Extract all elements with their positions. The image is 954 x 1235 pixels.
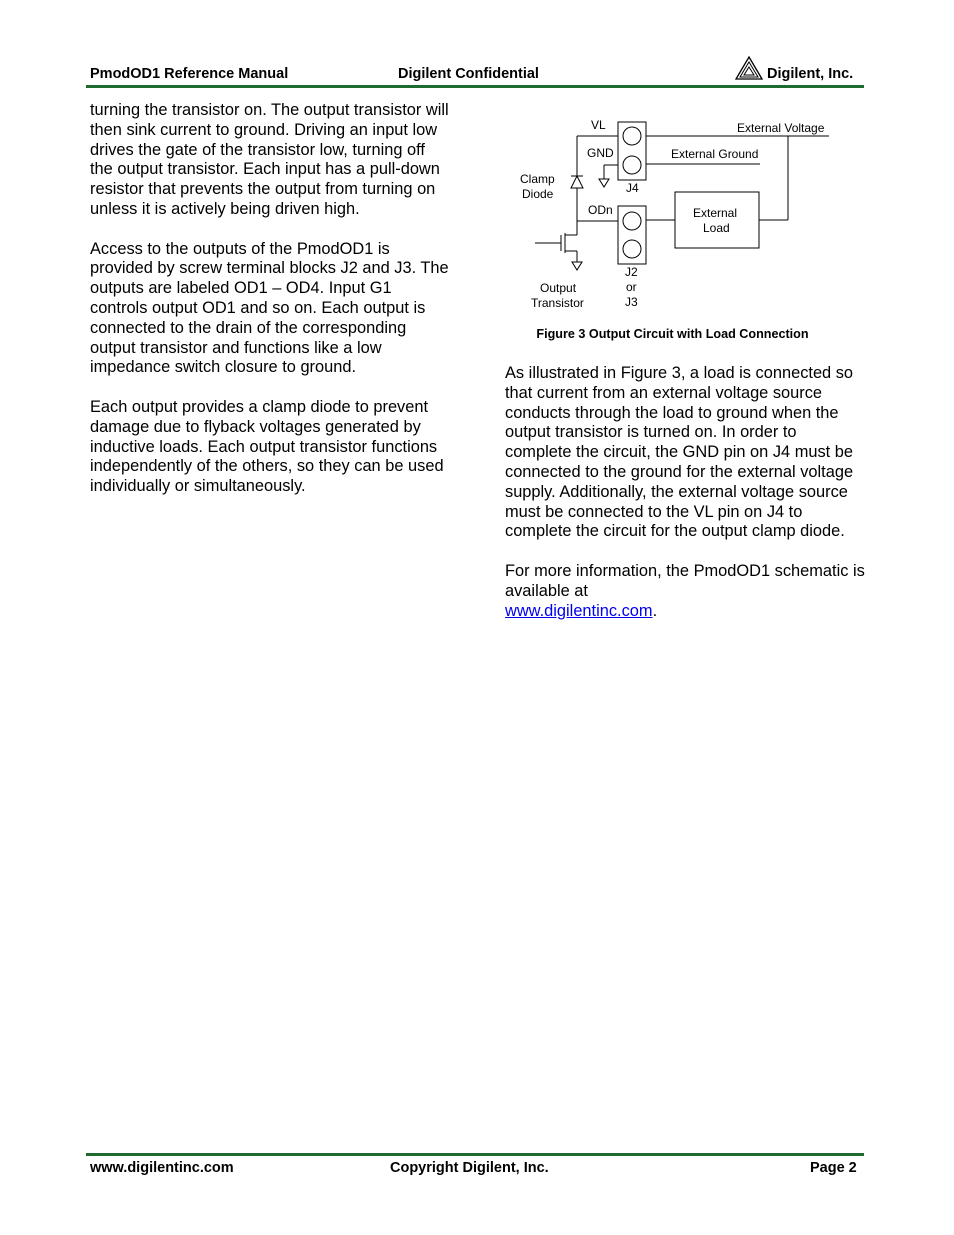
label-transistor: Transistor [531, 296, 584, 310]
clamp-diode-symbol [571, 176, 583, 188]
digilent-logo-icon [735, 55, 763, 86]
figure-caption: Figure 3 Output Circuit with Load Connection [536, 327, 809, 341]
j4-ground-symbol [599, 179, 609, 187]
right-paragraph-1: As illustrated in Figure 3, a load is connected so that current from an external voltage source conducts through the load to ground when the output transistor is turned on. In order to complete the circuit, the GND pin on J4 must be connected to the ground for the external voltage supply. Additionally, the external voltage source must be connected to the VL pin on J4 to complete the circuit for the output clamp diode. [505, 364, 854, 541]
label-j4: J4 [626, 181, 639, 195]
right-column [505, 364, 865, 641]
j4-connector [618, 122, 646, 180]
schematic-info-text: For more information, the PmodOD1 schematic is available at [505, 561, 865, 600]
footer-rule [86, 1153, 864, 1156]
label-output: Output [540, 281, 577, 295]
header-rule [86, 85, 864, 88]
j4-pin-gnd [623, 156, 641, 174]
external-load-box [675, 192, 759, 248]
footer-page-number: Page 2 [810, 1160, 857, 1176]
header-company: Digilent, Inc. [767, 66, 854, 82]
j4-pin-vl [623, 127, 641, 145]
label-vl: VL [591, 118, 606, 132]
footer-website[interactable]: www.digilentinc.com [90, 1160, 234, 1176]
left-paragraph-1: turning the transistor on. The output transistor will then sink current to ground. Driving an input low drives the gate of the transistor low, turning off the output transistor. Each input has a pull-down resistor that prevents the output from turning on unless it is actively being driven high. [90, 101, 449, 218]
footer-copyright: Copyright Digilent, Inc. [390, 1160, 549, 1176]
j2-j3-connector [618, 206, 646, 264]
digilent-website-link[interactable]: www.digilentinc.com [505, 601, 653, 620]
label-or: or [626, 280, 637, 294]
header-doc-title: PmodOD1 Reference Manual [90, 66, 289, 82]
figure-output-circuit [505, 115, 845, 320]
label-clamp: Clamp [520, 172, 555, 186]
label-odn: ODn [588, 203, 613, 217]
right-paragraph-2 [505, 562, 865, 621]
label-external-ground: External Ground [671, 147, 759, 161]
label-external-load-2: Load [703, 221, 730, 235]
label-external-load-1: External [693, 206, 738, 220]
left-column [90, 101, 452, 517]
header-confidential: Digilent Confidential [398, 66, 539, 82]
sentence-period: . [652, 601, 658, 620]
label-j2: J2 [625, 265, 638, 279]
transistor-ground-symbol [572, 262, 582, 270]
label-gnd: GND [587, 146, 614, 160]
j2-pin-od [623, 212, 641, 230]
label-j3: J3 [625, 295, 638, 309]
left-paragraph-3: Each output provides a clamp diode to prevent damage due to flyback voltages generated by inductive loads. Each output transistor functions independently of the others, so they can be used individually or simultaneously. [90, 397, 444, 496]
left-paragraph-2: Access to the outputs of the PmodOD1 is provided by screw terminal blocks J2 and J3. The outputs are labeled OD1 – OD4. Input G1 controls output OD1 and so on. Each output is connected to the drain of the corresponding output transistor and functions like a low impedance switch closure to ground. [90, 239, 449, 377]
label-diode: Diode [522, 187, 554, 201]
j2-pin-2 [623, 240, 641, 258]
label-external-voltage: External Voltage [737, 121, 825, 135]
